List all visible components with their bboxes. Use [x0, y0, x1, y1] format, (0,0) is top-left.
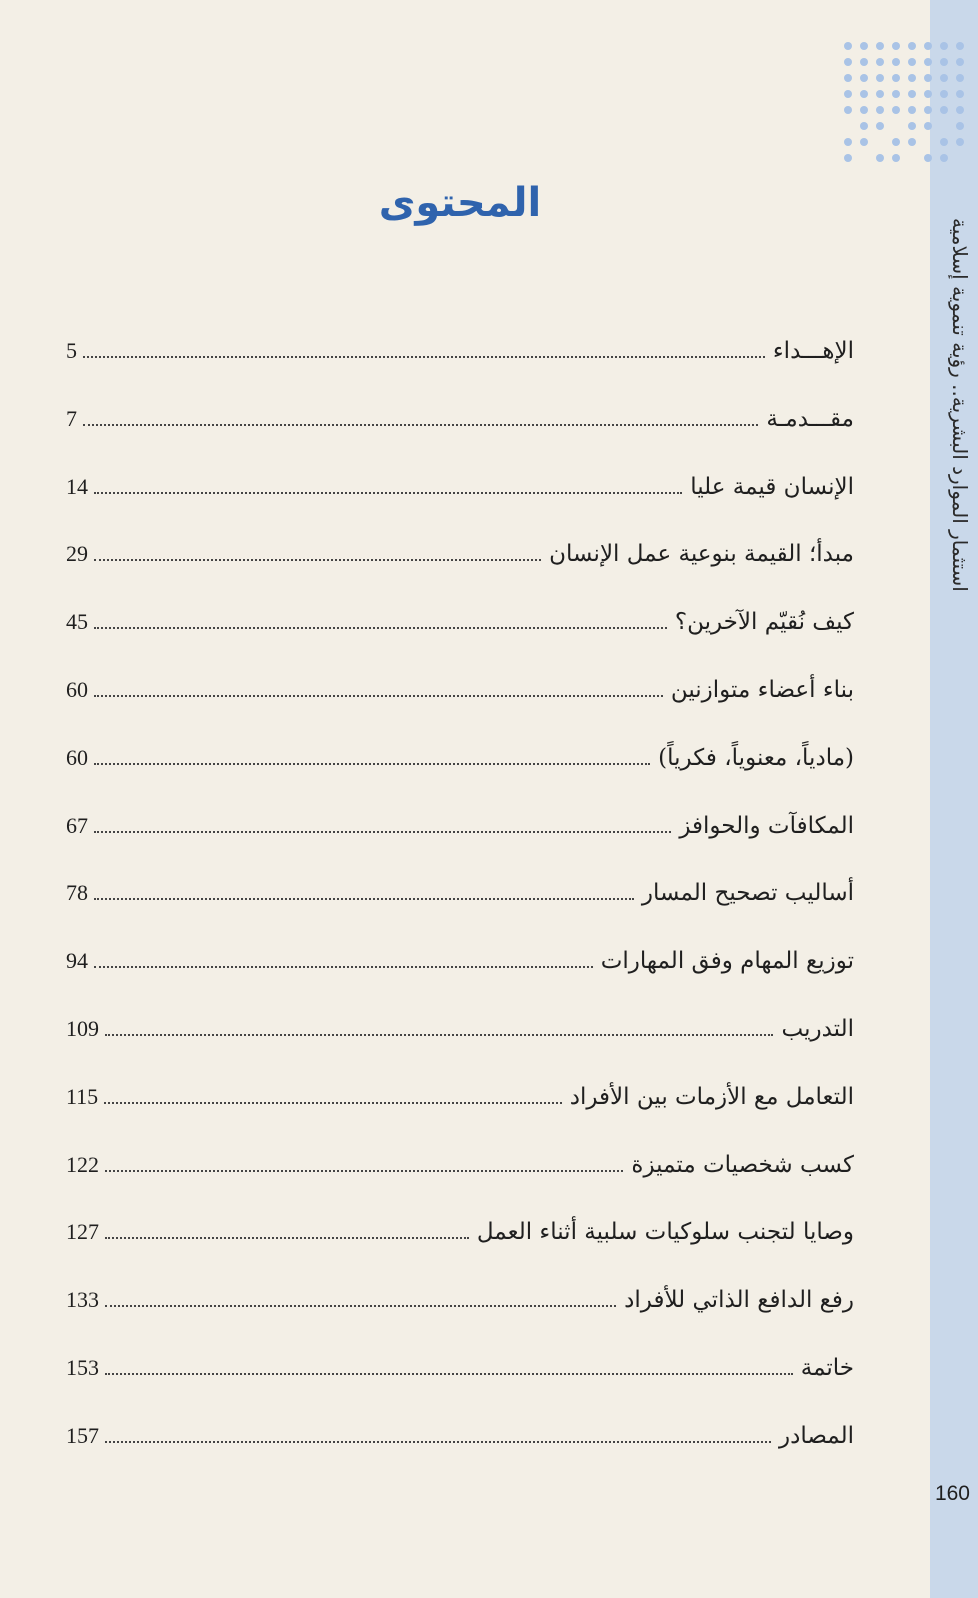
book-title-vertical: استثمار الموارد البشرية.. رؤية تنموية إسلامية — [948, 218, 972, 592]
dot-mark — [876, 42, 884, 50]
toc-entry-page: 122 — [66, 1151, 99, 1177]
toc-dot-leader — [104, 1102, 562, 1104]
dot-mark — [924, 122, 932, 130]
dot-mark — [924, 154, 932, 162]
toc-entry-label: التعامل مع الأزمات بين الأفراد — [569, 1083, 854, 1110]
toc-entry-label: (مادياً، معنوياً، فكرياً) — [658, 744, 854, 771]
toc-entry — [66, 813, 854, 881]
dot-mark — [908, 90, 916, 98]
toc-entry — [66, 677, 854, 745]
toc-entry-page: 157 — [66, 1422, 99, 1448]
toc-entry-page: 60 — [66, 676, 88, 702]
toc-entry-label: وصايا لتجنب سلوكيات سلبية أثناء العمل — [476, 1219, 854, 1246]
dot-mark — [844, 58, 852, 66]
toc-entry-page: 45 — [66, 609, 88, 635]
dot-mark — [956, 58, 964, 66]
toc-dot-leader — [105, 1170, 623, 1172]
dot-mark — [908, 122, 916, 130]
dot-mark — [940, 106, 948, 114]
page-title: المحتوى — [378, 180, 542, 226]
toc-entry-page: 7 — [66, 405, 77, 431]
dot-mark — [940, 138, 948, 146]
dot-mark — [908, 106, 916, 114]
toc-entry-page: 94 — [66, 948, 88, 974]
dot-mark — [876, 74, 884, 82]
dot-mark — [940, 42, 948, 50]
dot-mark — [844, 90, 852, 98]
dot-mark — [844, 106, 852, 114]
toc-entry — [66, 948, 854, 1016]
dot-mark — [892, 42, 900, 50]
toc-dot-leader — [105, 1441, 771, 1443]
toc-entry — [66, 406, 854, 474]
dot-mark — [956, 74, 964, 82]
toc-dot-leader — [94, 492, 682, 494]
toc-entry-page: 67 — [66, 812, 88, 838]
dot-mark — [940, 90, 948, 98]
dot-mark — [892, 74, 900, 82]
toc-entry — [66, 609, 854, 677]
toc-dot-leader — [94, 695, 663, 697]
toc-entry-label: توزيع المهام وفق المهارات — [600, 948, 854, 975]
toc-entry-page: 29 — [66, 541, 88, 567]
toc-entry — [66, 1219, 854, 1287]
dot-mark — [908, 42, 916, 50]
dot-mark — [956, 122, 964, 130]
toc-entry-page: 115 — [66, 1083, 99, 1109]
toc-entry-label: الإنسان قيمة عليا — [690, 473, 854, 500]
dot-mark — [860, 90, 868, 98]
dot-mark — [956, 138, 964, 146]
dot-mark — [876, 154, 884, 162]
toc-entry — [66, 1287, 854, 1355]
toc-entry-label: كسب شخصيات متميزة — [631, 1151, 854, 1178]
toc-entry — [66, 880, 854, 948]
dot-mark — [924, 74, 932, 82]
toc-entry-page: 60 — [66, 744, 88, 770]
toc-dot-leader — [83, 424, 758, 426]
toc-entry-page: 14 — [66, 473, 88, 499]
toc-dot-leader — [94, 898, 634, 900]
toc-entry-label: التدريب — [781, 1015, 854, 1042]
dot-mark — [956, 106, 964, 114]
page-number: 160 — [934, 1482, 970, 1505]
toc-dot-leader — [105, 1373, 793, 1375]
toc-entry-label: خاتمة — [800, 1354, 854, 1381]
dot-mark — [908, 138, 916, 146]
toc-entry-label: مقـــدمـة — [766, 405, 854, 432]
toc-entry-label: كيف نُقيّم الآخرين؟ — [674, 609, 854, 636]
dot-mark — [892, 58, 900, 66]
toc-entry — [66, 338, 854, 406]
dot-mark — [844, 74, 852, 82]
toc-entry-label: الإهـــداء — [772, 338, 854, 364]
toc-entry — [66, 474, 854, 542]
toc-entry — [66, 1355, 854, 1423]
toc-entry-label: رفع الدافع الذاتي للأفراد — [624, 1287, 854, 1314]
dot-mark — [876, 122, 884, 130]
dot-mark — [860, 138, 868, 146]
dot-mark — [844, 154, 852, 162]
toc-dot-leader — [94, 831, 671, 833]
dot-mark — [940, 74, 948, 82]
toc-entry-page: 5 — [66, 338, 77, 363]
toc-dot-leader — [94, 763, 650, 765]
dot-mark — [860, 42, 868, 50]
dot-mark — [924, 58, 932, 66]
toc-entry — [66, 1016, 854, 1084]
dot-mark — [924, 90, 932, 98]
toc-entry-label: المصادر — [779, 1422, 854, 1449]
toc-dot-leader — [105, 1305, 616, 1307]
toc-entry — [66, 745, 854, 813]
toc-dot-leader — [94, 559, 541, 561]
toc-entry-label: المكافآت والحوافز — [679, 812, 854, 839]
dot-mark — [844, 42, 852, 50]
table-of-contents — [66, 338, 854, 1491]
dot-mark — [892, 154, 900, 162]
dot-mark — [892, 138, 900, 146]
toc-entry-label: مبدأ؛ القيمة بنوعية عمل الإنسان — [549, 541, 854, 568]
toc-entry — [66, 1423, 854, 1491]
toc-entry-page: 127 — [66, 1219, 99, 1245]
toc-entry — [66, 1152, 854, 1220]
toc-dot-leader — [105, 1237, 469, 1239]
dot-mark — [956, 90, 964, 98]
dot-mark — [876, 90, 884, 98]
toc-entry-page: 133 — [66, 1287, 99, 1313]
toc-dot-leader — [105, 1034, 773, 1036]
dot-mark — [844, 138, 852, 146]
toc-dot-leader — [83, 356, 765, 358]
dot-mark — [956, 42, 964, 50]
dot-mark — [860, 122, 868, 130]
dot-mark — [876, 106, 884, 114]
toc-entry-page: 109 — [66, 1015, 99, 1041]
toc-entry — [66, 541, 854, 609]
dot-pattern-decoration — [840, 38, 968, 166]
dot-mark — [892, 90, 900, 98]
toc-dot-leader — [94, 966, 593, 968]
dot-mark — [892, 106, 900, 114]
toc-entry-label: بناء أعضاء متوازنين — [670, 676, 854, 703]
toc-entry-label: أساليب تصحيح المسار — [641, 880, 854, 907]
dot-mark — [860, 106, 868, 114]
dot-mark — [876, 58, 884, 66]
toc-entry — [66, 1084, 854, 1152]
dot-mark — [924, 106, 932, 114]
dot-mark — [860, 58, 868, 66]
dot-mark — [924, 42, 932, 50]
dot-mark — [908, 58, 916, 66]
dot-mark — [860, 74, 868, 82]
toc-entry-page: 153 — [66, 1354, 99, 1380]
dot-mark — [908, 74, 916, 82]
dot-mark — [940, 58, 948, 66]
toc-entry-page: 78 — [66, 880, 88, 906]
toc-dot-leader — [94, 627, 667, 629]
dot-mark — [940, 154, 948, 162]
